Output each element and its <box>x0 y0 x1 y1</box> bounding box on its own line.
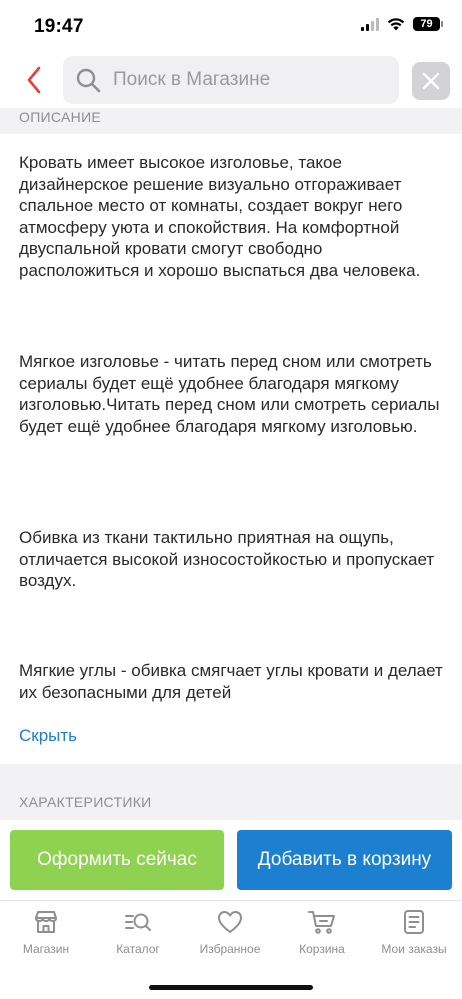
heart-icon <box>215 907 245 937</box>
description-section-header <box>0 108 462 134</box>
description-paragraph: Кровать имеет высокое изголовье, такое дизайнерское решение визуально отгораживает спальное место от комнаты, создает вокруг него атмосферу уюта и спокойствия. На комфортной двуспальной кровати смогут свободно расположиться и хорошо выспаться два человека. <box>19 153 421 280</box>
store-icon <box>31 907 61 937</box>
search-header <box>0 52 462 108</box>
search-input[interactable] <box>113 69 383 91</box>
add-to-cart-button[interactable]: Добавить в корзину <box>237 830 452 890</box>
tab-my-orders[interactable] <box>368 907 460 956</box>
description-paragraph: Обивка из ткани тактильно приятная на ощупь, отличается высокой износостойкостью и пропускает воздух. <box>19 528 435 590</box>
search-box[interactable] <box>63 56 399 104</box>
tab-label: Каталог <box>116 942 160 956</box>
characteristics-section-title: ХАРАКТЕРИСТИКИ <box>19 794 152 810</box>
search-icon <box>75 67 101 93</box>
tab-label: Корзина <box>299 942 345 956</box>
status-time: 19:47 <box>34 16 84 37</box>
clear-search-button[interactable] <box>412 62 450 100</box>
battery-icon: 79 <box>413 17 440 31</box>
buy-now-button[interactable]: Оформить сейчас <box>10 830 224 890</box>
tab-store[interactable] <box>0 907 92 956</box>
back-button[interactable] <box>18 60 50 100</box>
tab-catalog[interactable] <box>92 907 184 956</box>
tab-label: Избранное <box>199 942 261 956</box>
wifi-icon <box>387 17 405 31</box>
close-icon <box>421 71 441 91</box>
description-paragraph: Мягкие углы - обивка смягчает углы кровати и делает их безопасными для детей <box>19 661 443 702</box>
status-icons <box>361 17 440 31</box>
cart-icon <box>307 907 337 937</box>
description-paragraph: Мягкое изголовье - читать перед сном или смотреть сериалы будет ещё удобнее благодаря мягкому изголовью.Читать перед сном или смотреть сериалы будет ещё удобнее благодаря мягкому изголовью. <box>19 352 440 436</box>
catalog-search-icon <box>123 907 153 937</box>
tab-bar <box>0 900 462 999</box>
characteristics-section-header <box>0 788 462 824</box>
tab-cart[interactable] <box>276 907 368 956</box>
status-bar <box>0 0 462 52</box>
orders-icon <box>399 907 429 937</box>
hide-description-link[interactable]: Скрыть <box>19 726 78 745</box>
cellular-signal-icon <box>361 18 379 31</box>
home-indicator[interactable] <box>149 985 313 990</box>
action-bar <box>0 820 462 900</box>
chevron-left-icon <box>26 66 42 94</box>
tab-label: Мои заказы <box>381 942 447 956</box>
description-section-title: ОПИСАНИЕ <box>19 109 102 125</box>
tab-favorites[interactable] <box>184 907 276 956</box>
tab-label: Магазин <box>22 942 70 956</box>
